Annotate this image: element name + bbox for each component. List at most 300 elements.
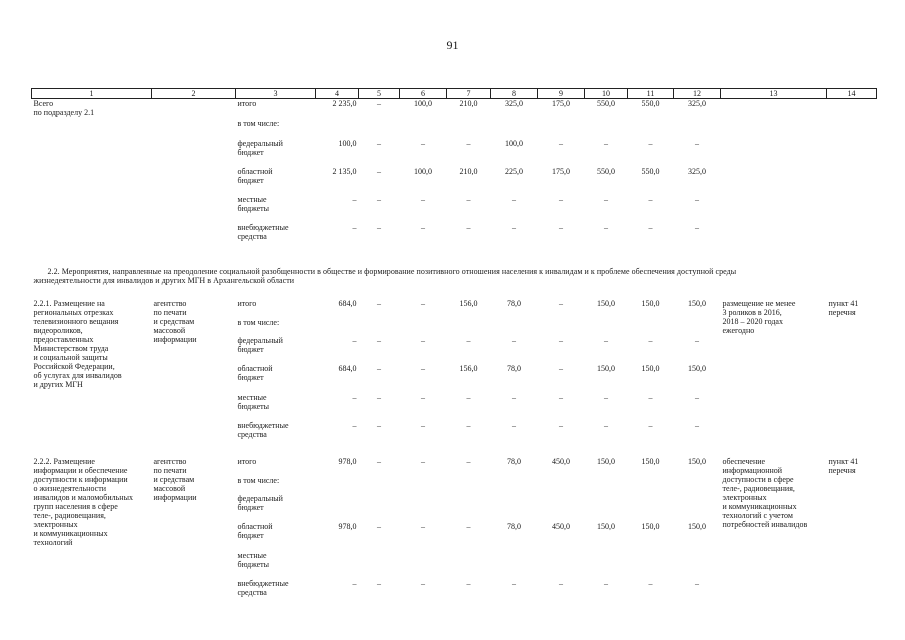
value-cell: –: [352, 578, 357, 588]
text-line: бюджет: [237, 344, 264, 354]
text-line: доступности в сфере: [722, 474, 794, 484]
text-line: и социальной защиты: [33, 352, 108, 362]
text-line: обеспечение: [722, 456, 766, 466]
value-cell: –: [466, 456, 471, 466]
text-line: региональных отрезках: [33, 307, 114, 317]
column-header: 4: [316, 89, 359, 99]
value-cell: 78,0: [507, 456, 521, 466]
text-line: и средствам: [153, 316, 195, 326]
text-line: теле-, радиовещания,: [722, 483, 795, 493]
text-line: агентство: [153, 298, 187, 308]
value-cell: –: [695, 578, 699, 588]
text-line: итого: [237, 298, 257, 308]
value-cell: 150,0: [688, 363, 706, 373]
text-line: местные: [237, 392, 267, 402]
value-cell: 150,0: [641, 521, 660, 531]
source-label: [236, 195, 316, 223]
column-header: 5: [359, 89, 400, 99]
value-cell: –: [559, 578, 563, 588]
value-cell: –: [648, 578, 653, 588]
value-cell: 550,0: [641, 99, 660, 108]
value-cell: [674, 318, 721, 336]
value-cell: –: [466, 521, 471, 531]
column-header: 3: [236, 89, 316, 99]
value-cell: –: [466, 194, 471, 204]
value-cell: –: [377, 335, 381, 345]
value-cell: –: [421, 456, 425, 466]
text-line: ежегодно: [722, 325, 755, 335]
text-line: в том числе:: [237, 475, 280, 485]
value-cell: [538, 318, 585, 336]
text-line: доступности к информации: [33, 474, 128, 484]
value-cell: [491, 318, 538, 336]
text-line: информации и обеспечение: [33, 465, 128, 475]
value-cell: 978,0: [338, 521, 357, 531]
value-cell: [447, 119, 491, 139]
value-cell: [585, 476, 628, 494]
text-line: групп населения в сфере: [33, 501, 118, 511]
text-line: массовой: [153, 325, 186, 335]
value-cell: –: [559, 222, 563, 232]
value-cell: –: [604, 392, 608, 402]
table-row: [32, 457, 877, 476]
source-label: [236, 336, 316, 364]
value-cell: 2 135,0: [332, 166, 357, 176]
text-line: внебюджетные: [237, 578, 289, 588]
value-cell: [491, 119, 538, 139]
value-cell: 100,0: [414, 99, 432, 108]
section-heading-row: [32, 267, 877, 285]
source-label: [236, 476, 316, 494]
value-cell: 150,0: [597, 456, 615, 466]
measure-name-cell: [32, 457, 152, 607]
value-cell: [400, 494, 447, 522]
source-label: [236, 579, 316, 607]
value-cell: [400, 476, 447, 494]
value-cell: –: [604, 578, 608, 588]
executor-cell: [152, 299, 236, 449]
value-cell: –: [648, 335, 653, 345]
value-cell: –: [421, 363, 425, 373]
value-cell: 150,0: [597, 363, 615, 373]
value-cell: –: [512, 194, 516, 204]
value-cell: [316, 318, 359, 336]
value-cell: –: [377, 222, 381, 232]
value-cell: 450,0: [552, 521, 570, 531]
text-line: итого: [237, 456, 257, 466]
value-cell: [674, 551, 721, 579]
value-cell: 150,0: [597, 298, 615, 308]
text-line: перечня: [828, 465, 856, 475]
text-line: информационной: [722, 465, 783, 475]
measure-name-cell: [32, 299, 152, 449]
text-line: предоставленных: [33, 334, 94, 344]
value-cell: [491, 494, 538, 522]
value-cell: –: [421, 298, 425, 308]
value-cell: –: [377, 578, 381, 588]
column-header: 11: [628, 89, 674, 99]
spacer: [32, 253, 877, 267]
value-cell: 156,0: [459, 298, 478, 308]
column-header: 12: [674, 89, 721, 99]
value-cell: 978,0: [338, 456, 357, 466]
value-cell: –: [559, 298, 563, 308]
value-cell: [585, 494, 628, 522]
value-cell: –: [648, 138, 653, 148]
value-cell: –: [352, 222, 357, 232]
column-header: 8: [491, 89, 538, 99]
expected-result-cell: [721, 299, 827, 449]
value-cell: –: [512, 578, 516, 588]
column-header: 6: [400, 89, 447, 99]
value-cell: [447, 476, 491, 494]
column-header: 9: [538, 89, 585, 99]
column-header: 13: [721, 89, 827, 99]
value-cell: [316, 476, 359, 494]
value-cell: 450,0: [552, 456, 570, 466]
text-line: агентство: [153, 456, 187, 466]
value-cell: [674, 119, 721, 139]
value-cell: –: [466, 392, 471, 402]
value-cell: –: [421, 222, 425, 232]
value-cell: –: [512, 420, 516, 430]
text-line: областной: [237, 166, 273, 176]
expected-result-cell: [721, 99, 827, 253]
value-cell: –: [377, 166, 381, 176]
value-cell: [447, 494, 491, 522]
value-cell: –: [695, 392, 699, 402]
value-cell: –: [466, 578, 471, 588]
value-cell: –: [559, 138, 563, 148]
source-label: [236, 318, 316, 336]
value-cell: –: [559, 335, 563, 345]
value-cell: –: [377, 456, 381, 466]
value-cell: 150,0: [688, 298, 706, 308]
text-line: об услугах для инвалидов: [33, 370, 122, 380]
column-header: 10: [585, 89, 628, 99]
reference-cell: [827, 457, 877, 607]
spacer: [32, 285, 877, 299]
value-cell: –: [604, 194, 608, 204]
text-line: в том числе:: [237, 118, 280, 128]
text-line: телевизионного вещания: [33, 316, 119, 326]
text-line: федеральный: [237, 138, 283, 148]
value-cell: [628, 119, 674, 139]
value-cell: 210,0: [459, 166, 478, 176]
text-line: бюджеты: [237, 203, 270, 213]
value-cell: [400, 119, 447, 139]
value-cell: [316, 494, 359, 522]
value-cell: –: [421, 521, 425, 531]
text-line: технологий с учетом: [722, 510, 793, 520]
value-cell: 325,0: [505, 99, 523, 108]
value-cell: [359, 494, 400, 522]
value-cell: –: [604, 138, 608, 148]
value-cell: 550,0: [641, 166, 660, 176]
value-cell: –: [604, 335, 608, 345]
reference-cell: [827, 99, 877, 253]
text-line: бюджет: [237, 530, 264, 540]
text-line: федеральный: [237, 335, 283, 345]
source-label: [236, 364, 316, 393]
text-line: средства: [237, 231, 267, 241]
text-line: по подразделу 2.1: [33, 108, 95, 117]
value-cell: 175,0: [552, 166, 570, 176]
value-cell: 225,0: [505, 166, 523, 176]
column-header: 1: [32, 89, 152, 99]
value-cell: [628, 476, 674, 494]
value-cell: –: [352, 335, 357, 345]
text-line: бюджет: [237, 372, 264, 382]
value-cell: [447, 551, 491, 579]
source-label: [236, 167, 316, 195]
value-cell: [538, 119, 585, 139]
text-line: бюджет: [237, 175, 264, 185]
value-cell: –: [421, 392, 425, 402]
financing-table: [31, 88, 877, 607]
text-line: и других МГН: [33, 379, 83, 389]
column-header-row: [32, 89, 877, 99]
value-cell: 210,0: [459, 99, 478, 108]
expected-result-cell: [721, 457, 827, 607]
text-line: областной: [237, 521, 273, 531]
text-line: электронных: [722, 492, 767, 502]
value-cell: –: [466, 335, 471, 345]
value-cell: –: [559, 194, 563, 204]
value-cell: 550,0: [597, 99, 615, 108]
text-line: 2018 – 2020 годах: [722, 316, 783, 326]
value-cell: –: [421, 420, 425, 430]
value-cell: –: [352, 420, 357, 430]
value-cell: –: [512, 335, 516, 345]
column-header: 14: [827, 89, 877, 99]
text-line: внебюджетные: [237, 420, 289, 430]
value-cell: 150,0: [641, 456, 660, 466]
text-line: федеральный: [237, 493, 283, 503]
text-line: массовой: [153, 483, 186, 493]
text-line: о жизнедеятельности: [33, 483, 106, 493]
text-line: информации: [153, 334, 197, 344]
value-cell: 150,0: [597, 521, 615, 531]
text-line: средства: [237, 429, 267, 439]
spacer-row: [32, 253, 877, 267]
text-line: внебюджетные: [237, 222, 289, 232]
value-cell: –: [695, 335, 699, 345]
value-cell: [491, 551, 538, 579]
text-line: видеороликов,: [33, 325, 83, 335]
value-cell: –: [466, 420, 471, 430]
value-cell: –: [352, 392, 357, 402]
source-label: [236, 119, 316, 139]
value-cell: –: [559, 363, 563, 373]
text-line: и коммуникационных: [33, 528, 108, 538]
text-line: потребностей инвалидов: [722, 519, 808, 529]
text-line: Министерством труда: [33, 343, 109, 353]
source-label: [236, 551, 316, 579]
value-cell: –: [377, 363, 381, 373]
text-line: размещение не менее: [722, 298, 796, 308]
value-cell: –: [648, 392, 653, 402]
table-row: [32, 299, 877, 318]
section-heading-line2: жизнедеятельности для инвалидов и других МГН в Архангельской области: [33, 275, 295, 285]
source-label: [236, 522, 316, 551]
source-label: [236, 299, 316, 318]
text-line: электронных: [33, 519, 78, 529]
value-cell: 150,0: [641, 298, 660, 308]
value-cell: –: [377, 298, 381, 308]
text-line: Всего: [33, 99, 54, 108]
value-cell: –: [648, 194, 653, 204]
value-cell: [359, 476, 400, 494]
value-cell: [359, 551, 400, 579]
value-cell: –: [648, 222, 653, 232]
source-label: [236, 421, 316, 449]
text-line: местные: [237, 550, 267, 560]
text-line: 2.2.1. Размещение на: [33, 298, 105, 308]
text-line: по печати: [153, 465, 187, 475]
value-cell: 100,0: [505, 138, 523, 148]
value-cell: –: [377, 194, 381, 204]
value-cell: –: [695, 420, 699, 430]
value-cell: –: [421, 335, 425, 345]
source-label: [236, 393, 316, 421]
reference-cell: [827, 299, 877, 449]
value-cell: [316, 551, 359, 579]
source-label: [236, 494, 316, 522]
value-cell: [316, 119, 359, 139]
value-cell: 175,0: [552, 99, 570, 108]
value-cell: –: [559, 392, 563, 402]
value-cell: 156,0: [459, 363, 478, 373]
executor-cell: [152, 457, 236, 607]
text-line: бюджеты: [237, 401, 270, 411]
value-cell: [359, 318, 400, 336]
value-cell: –: [421, 578, 425, 588]
value-cell: –: [695, 194, 699, 204]
page-number: 91: [446, 38, 459, 52]
value-cell: 78,0: [507, 298, 521, 308]
value-cell: 150,0: [641, 363, 660, 373]
value-cell: 78,0: [507, 363, 521, 373]
text-line: Российской Федерации,: [33, 361, 115, 371]
text-line: 2.2.2. Размещение: [33, 456, 95, 466]
text-line: инвалидов и маломобильных: [33, 492, 133, 502]
value-cell: [628, 494, 674, 522]
value-cell: 100,0: [338, 138, 357, 148]
value-cell: [585, 551, 628, 579]
value-cell: –: [421, 138, 425, 148]
value-cell: [400, 551, 447, 579]
text-line: по печати: [153, 307, 187, 317]
value-cell: [538, 494, 585, 522]
value-cell: [400, 318, 447, 336]
value-cell: 325,0: [688, 166, 706, 176]
text-line: итого: [237, 99, 257, 108]
column-header: 7: [447, 89, 491, 99]
text-line: пункт 41: [828, 298, 859, 308]
text-line: областной: [237, 363, 273, 373]
text-line: бюджеты: [237, 559, 270, 569]
value-cell: –: [512, 392, 516, 402]
value-cell: 550,0: [597, 166, 615, 176]
value-cell: [491, 476, 538, 494]
value-cell: –: [377, 392, 381, 402]
table-row: [32, 99, 877, 119]
value-cell: –: [604, 222, 608, 232]
value-cell: –: [377, 138, 381, 148]
value-cell: –: [512, 222, 516, 232]
value-cell: 684,0: [338, 298, 357, 308]
section-heading-line1: 2.2. Мероприятия, направленные на преодоление социальной разобщенности в обществе и формирование позитивного отношения населения к инвалидам и к проблеме обеспечения доступной среды: [47, 266, 737, 276]
value-cell: 150,0: [688, 521, 706, 531]
column-header: 2: [152, 89, 236, 99]
value-cell: –: [648, 420, 653, 430]
text-line: теле-, радиовещания,: [33, 510, 106, 520]
value-cell: –: [352, 194, 357, 204]
value-cell: 78,0: [507, 521, 521, 531]
text-line: бюджет: [237, 502, 264, 512]
value-cell: [538, 476, 585, 494]
text-line: пункт 41: [828, 456, 859, 466]
value-cell: –: [377, 420, 381, 430]
text-line: местные: [237, 194, 267, 204]
source-label: [236, 139, 316, 167]
text-line: информации: [153, 492, 197, 502]
value-cell: [628, 551, 674, 579]
measure-name-cell: [32, 99, 152, 253]
value-cell: –: [377, 521, 381, 531]
value-cell: 150,0: [688, 456, 706, 466]
value-cell: [585, 119, 628, 139]
value-cell: 325,0: [688, 99, 706, 108]
text-line: технологий: [33, 537, 73, 547]
value-cell: [359, 119, 400, 139]
value-cell: [674, 494, 721, 522]
text-line: перечня: [828, 307, 856, 317]
spacer-row: [32, 285, 877, 299]
text-line: и коммуникационных: [722, 501, 797, 511]
value-cell: –: [559, 420, 563, 430]
text-line: в том числе:: [237, 317, 280, 327]
section-heading: [32, 267, 877, 285]
value-cell: [674, 476, 721, 494]
text-line: бюджет: [237, 147, 264, 157]
executor-cell: [152, 99, 236, 253]
value-cell: –: [695, 222, 699, 232]
text-line: средства: [237, 587, 267, 597]
value-cell: [447, 318, 491, 336]
value-cell: [585, 318, 628, 336]
value-cell: [538, 551, 585, 579]
spacer: [32, 449, 877, 457]
value-cell: –: [421, 194, 425, 204]
value-cell: [628, 318, 674, 336]
value-cell: 684,0: [338, 363, 357, 373]
text-line: 3 роликов в 2016,: [722, 307, 782, 317]
text-line: и средствам: [153, 474, 195, 484]
value-cell: 2 235,0: [332, 99, 357, 108]
value-cell: –: [377, 99, 381, 108]
value-cell: –: [604, 420, 608, 430]
source-label: [236, 223, 316, 253]
value-cell: –: [466, 138, 471, 148]
source-label: [236, 457, 316, 476]
source-label: [236, 99, 316, 119]
spacer-row: [32, 449, 877, 457]
value-cell: –: [466, 222, 471, 232]
value-cell: 100,0: [414, 166, 432, 176]
value-cell: –: [695, 138, 699, 148]
